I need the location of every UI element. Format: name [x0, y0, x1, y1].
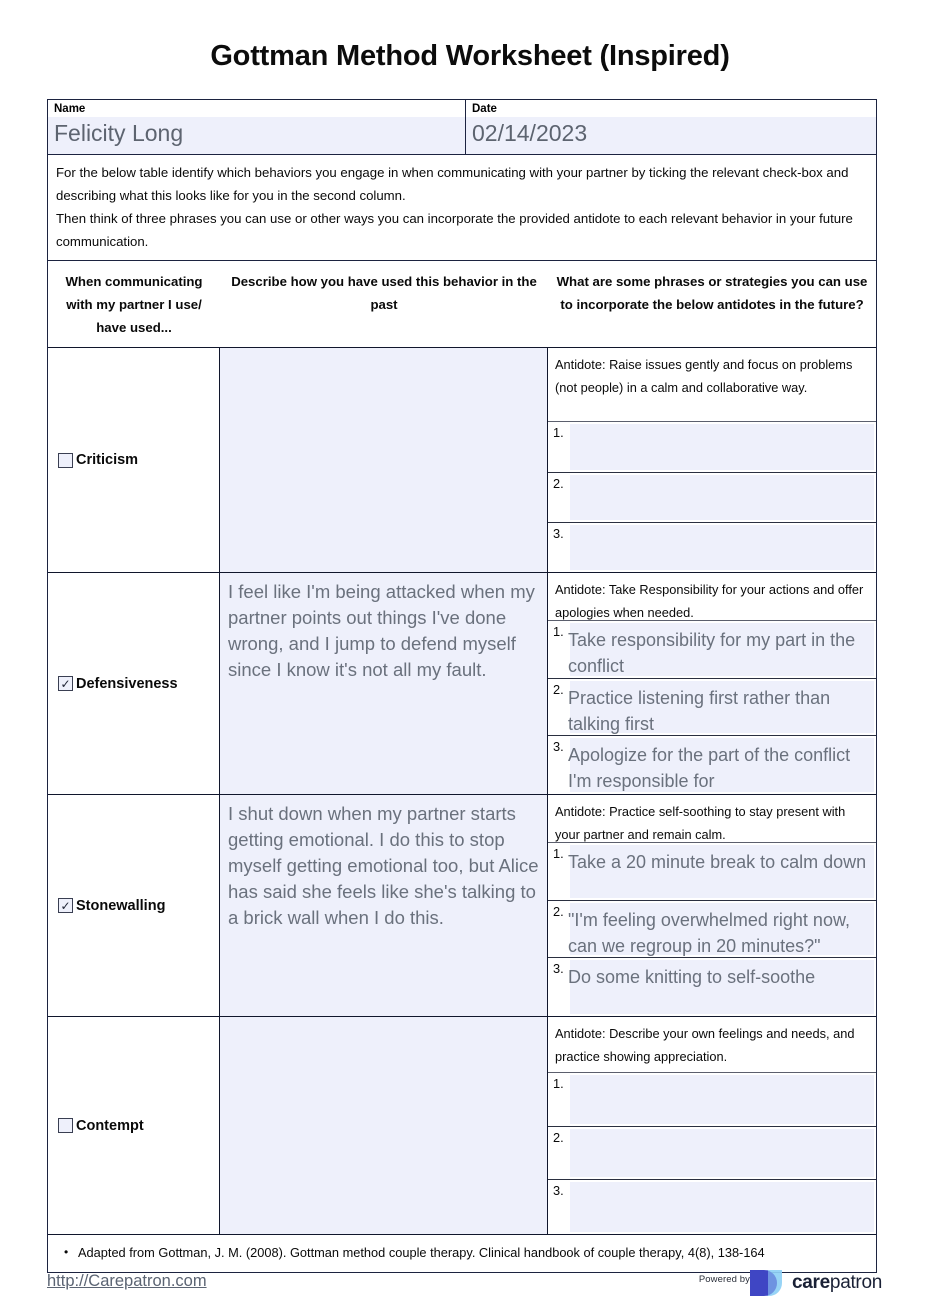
checkbox-criticism[interactable]: [58, 453, 73, 468]
behavior-cell-criticism: [48, 348, 220, 572]
powered-by-label: Powered by: [698, 1274, 750, 1285]
antidote-cell: [548, 348, 876, 572]
carepatron-logo-icon: [748, 1268, 786, 1296]
page-title: Gottman Method Worksheet (Inspired): [210, 40, 730, 72]
checkbox-defensiveness[interactable]: [58, 676, 73, 691]
page-footer: [0, 1262, 940, 1312]
phrase-input-2[interactable]: [548, 679, 876, 737]
phrase-input-fill: [570, 475, 874, 521]
phrase-number: 1.: [553, 846, 564, 861]
column-header-behavior: When communicating with my partner I use/ have used...: [65, 274, 203, 335]
brand-care: care: [792, 1271, 830, 1293]
phrase-number: 2.: [553, 903, 564, 919]
checkbox-stonewalling[interactable]: [58, 898, 73, 913]
behavior-label: Criticism: [76, 452, 139, 468]
carepatron-url-link[interactable]: http://Carepatron.com: [47, 1272, 207, 1290]
phrase-text: Take a 20 minute break to calm down: [568, 852, 867, 872]
phrase-number: 3.: [553, 961, 564, 977]
phrase-input-1[interactable]: [548, 621, 876, 679]
phrase-input-3[interactable]: [548, 1180, 876, 1234]
behavior-cell-stonewalling: [48, 795, 220, 1016]
citation-text: • Adapted from Gottman, J. M. (2008). Gottman method couple therapy. Clinical handbook of couple therapy, 4(8), 138-164: [62, 1241, 868, 1264]
phrase-text: Take responsibility for my part in the conflict: [568, 630, 856, 676]
description-text: I shut down when my partner starts getting emotional. I do this to stop myself getting emotional too, but Alice has said she feels like she's talking to a brick wall when I do this.: [228, 803, 539, 928]
phrase-text: Practice listening first rather than talking first: [568, 687, 831, 734]
date-label-background: [466, 100, 876, 117]
phrase-text: "I'm feeling overwhelmed right now, can we regroup in 20 minutes?": [568, 909, 850, 956]
behavior-checkbox-group: [58, 898, 165, 914]
instructions-paragraph-2: Then think of three phrases you can use or other ways you can incorporate the provided antidote to each relevant behavior in your future communication.: [56, 211, 853, 249]
description-text: I feel like I'm being attacked when my partner points out things I've done wrong, and I jump to defend myself since I know it's not all my fault.: [228, 581, 535, 680]
phrase-number: 1.: [553, 425, 564, 441]
identity-row: [48, 100, 876, 155]
behavior-cell-defensiveness: [48, 573, 220, 794]
date-value[interactable]: 02/14/2023: [472, 120, 588, 146]
behavior-checkbox-group: [58, 452, 138, 468]
table-row: [48, 1017, 876, 1235]
behavior-cell-contempt: [48, 1017, 220, 1234]
phrase-number: 1.: [553, 1076, 564, 1091]
phrase-input-fill: [570, 1129, 874, 1178]
phrase-input-1[interactable]: [548, 843, 876, 901]
phrase-number: 3.: [553, 526, 564, 542]
phrase-text: Apologize for the part of the conflict I'm responsible for: [568, 745, 851, 792]
phrase-input-fill: [570, 1075, 874, 1124]
phrase-input-2[interactable]: [548, 1127, 876, 1181]
description-cell[interactable]: [220, 348, 548, 572]
phrase-number: 2.: [553, 681, 564, 697]
instructions-paragraph-1: For the below table identify which behaviors you engage in when communicating with your partner by ticking the relevant check-box and describing what this looks like for you in the second column.: [56, 165, 849, 203]
date-label: Date: [472, 102, 500, 116]
phrase-input-1[interactable]: [548, 422, 876, 473]
name-field[interactable]: [48, 100, 466, 154]
check-icon: ✓: [60, 676, 71, 691]
antidote-cell: [548, 795, 876, 1016]
description-cell[interactable]: [220, 573, 548, 794]
check-icon: ✓: [60, 898, 71, 913]
phrase-text: Do some knitting to self-soothe: [568, 967, 816, 988]
phrase-input-fill: [570, 1182, 874, 1232]
column-header-describe: Describe how you have used this behavior in the past: [231, 274, 537, 312]
description-cell[interactable]: [220, 795, 548, 1016]
antidote-cell: [548, 1017, 876, 1234]
phrase-number: 3.: [553, 739, 564, 755]
phrase-number: 1.: [553, 624, 564, 639]
date-field[interactable]: [466, 100, 876, 154]
column-header-phrases: What are some phrases or strategies you can use to incorporate the below antidotes in the future?: [556, 274, 868, 312]
behavior-checkbox-group: [58, 1118, 144, 1134]
phrase-number: 2.: [553, 1129, 564, 1145]
carepatron-logo: [748, 1268, 882, 1296]
behavior-checkbox-group: [58, 676, 178, 692]
behavior-label: Contempt: [76, 1117, 144, 1134]
phrase-input-3[interactable]: [548, 958, 876, 1016]
name-label: Name: [54, 102, 88, 116]
behavior-label: Stonewalling: [76, 897, 166, 914]
checkbox-contempt[interactable]: [58, 1118, 73, 1133]
brand-patron: patron: [829, 1271, 882, 1293]
worksheet-table: [47, 99, 877, 1273]
table-row: [48, 348, 876, 573]
behavior-label: Defensiveness: [76, 675, 178, 692]
name-value[interactable]: Felicity Long: [54, 120, 184, 146]
antidote-text: Antidote: Take Responsibility for your actions and offer apologies when needed.: [548, 573, 876, 621]
carepatron-wordmark: [792, 1273, 882, 1292]
phrase-number: 2.: [553, 475, 564, 491]
phrase-input-fill: [570, 424, 874, 470]
instructions-block: [48, 155, 876, 261]
table-row: [48, 573, 876, 795]
table-header-row: [48, 261, 876, 348]
behavior-rows: [48, 348, 876, 1235]
phrase-number: 3.: [553, 1183, 564, 1199]
table-row: [48, 795, 876, 1017]
phrase-input-3[interactable]: [548, 736, 876, 794]
name-label-background: [48, 100, 465, 117]
phrase-input-fill: [570, 525, 874, 570]
phrase-input-3[interactable]: [548, 523, 876, 572]
antidote-cell: [548, 573, 876, 794]
phrase-input-2[interactable]: [548, 901, 876, 959]
antidote-text: Antidote: Describe your own feelings and needs, and practice showing appreciation.: [548, 1017, 876, 1073]
antidote-text: Antidote: Practice self-soothing to stay present with your partner and remain calm.: [548, 795, 876, 843]
phrase-input-2[interactable]: [548, 473, 876, 524]
description-cell[interactable]: [220, 1017, 548, 1234]
phrase-input-1[interactable]: [548, 1073, 876, 1127]
antidote-text: Antidote: Raise issues gently and focus on problems (not people) in a calm and collaborative way.: [548, 348, 876, 422]
